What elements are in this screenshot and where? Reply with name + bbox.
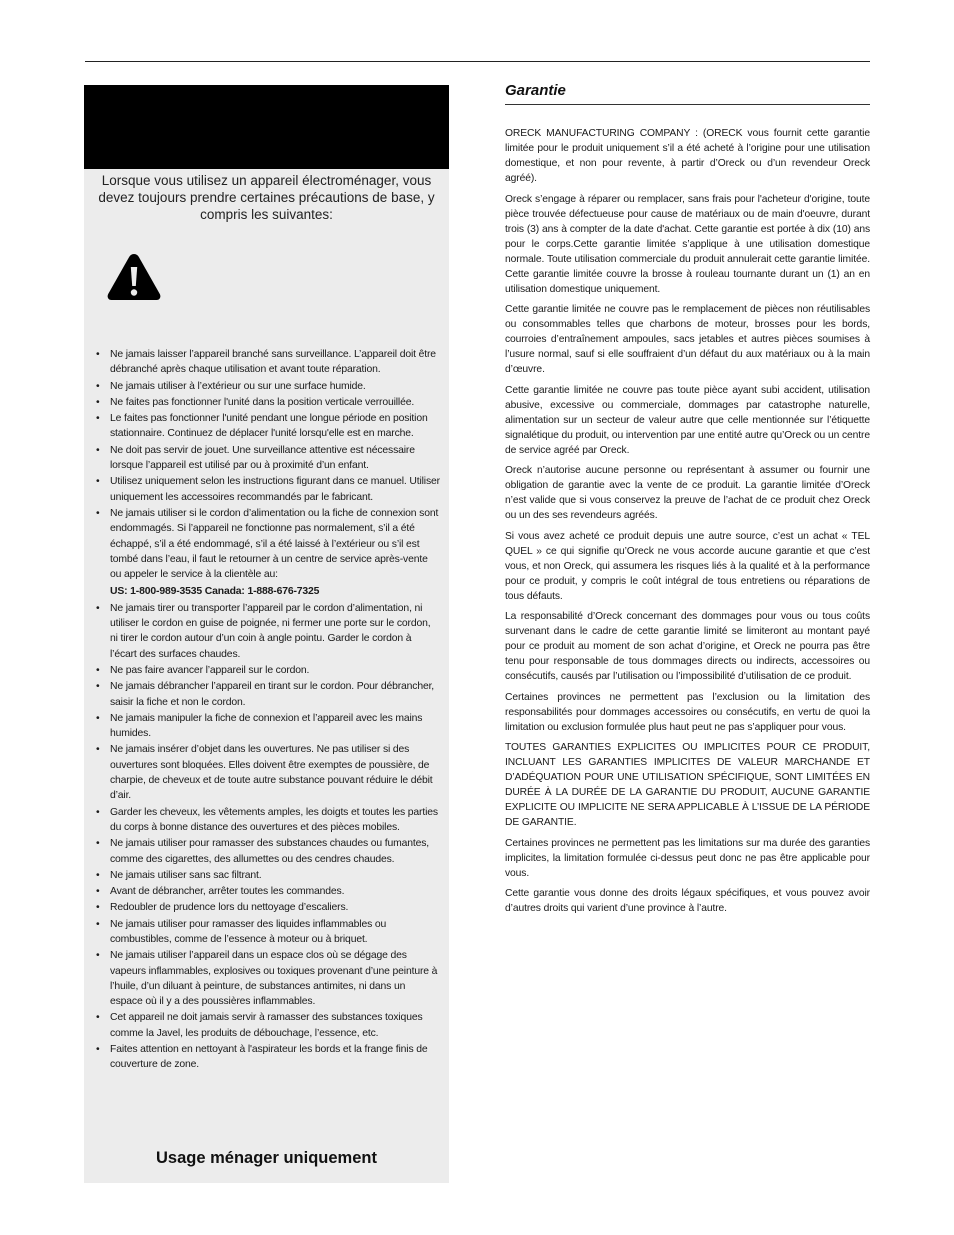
bullet-icon: • [96, 838, 100, 850]
bullet-icon: • [96, 950, 100, 962]
safety-item-text: Ne jamais utiliser si le cordon d’alimentation ou la fiche de connexion sont endommagés. Si l’appareil ne fonctionne pas normalement, s’il a été échappé, s’il a été endommagé, s’il a été laissé à l’extérieur ou s’il est tombé dans l’eau, il faut le retourner à un centre de service après-vente ou appeler le service à la clientèle au: [110, 507, 439, 581]
bullet-icon: • [96, 349, 100, 360]
safety-item-text: Le faites pas fonctionner l'unité pendant une longue période en position stationnaire. Continuez de déplacer l'unité lorsqu'elle est en marche. [110, 413, 428, 440]
warranty-paragraph: Cette garantie limitée ne couvre pas le remplacement de pièces non réutilisables ou consommables telles que charbons de moteur, brosses pour les bords, courroies d’entraînement ampoules, sacs jetables et autres pièces soumises à l’usure normal, sauf si elle souffraient d’un défaut du aux matériaux ou à la main d’œuvre. [505, 304, 870, 375]
bullet-icon: • [96, 918, 100, 930]
safety-item-text: Ne faites pas fonctionner l'unité dans la position verticale verrouillée. [110, 396, 415, 408]
safety-item [94, 742, 440, 803]
safety-item-text: Ne jamais utiliser pour ramasser des liquides inflammables ou combustibles, comme de l’essence à moteur ou à briquet. [110, 918, 387, 945]
bullet-icon: • [96, 507, 100, 519]
safety-item [94, 395, 440, 410]
safety-item [94, 443, 440, 474]
bullet-icon: • [96, 681, 100, 693]
safety-instructions-list [94, 347, 440, 1074]
safety-item-text: Redoubler de prudence lors du nettoyage d’escaliers. [110, 902, 349, 914]
warranty-paragraph: La responsabilité d’Oreck concernant des dommages pour vous ou tous coûts survenant dans le cadre de cette garantie limité se limiteront au montant payé pour ce produit au moment de son achat d’origine, et Oreck ne pourra pas être tenu pour responsable de tous dommages directs ou indirects, accessoires ou consécutifs, causés par l’utilisation ou l’impossibilité d’utilisation de ce produit. [505, 611, 870, 682]
warranty-title-divider [505, 104, 870, 105]
safety-item-text: Ne jamais insérer d’objet dans les ouvertures. Ne pas utiliser si des ouvertures sont bloquées. Elles doivent être exemptes de poussière, de charpie, de cheveux et de toute autre substance pouvant réduire le débit d’air. [110, 744, 433, 802]
bullet-icon: • [96, 444, 100, 456]
safety-item [94, 711, 440, 742]
bullet-icon: • [96, 1012, 100, 1024]
safety-item [94, 948, 440, 1009]
bullet-icon: • [96, 869, 100, 881]
safety-item [94, 411, 440, 442]
bullet-icon: • [96, 380, 100, 392]
bullet-icon: • [96, 806, 100, 818]
safety-item [94, 474, 440, 505]
safety-item-text: Cet appareil ne doit jamais servir à ramasser des substances toxiques comme la Javel, les produits de débouchage, l’essence, etc. [110, 1012, 423, 1039]
warranty-paragraph: Cette garantie vous donne des droits légaux spécifiques, et vous pouvez avoir d’autres droits qui varient d’une province à l’autre. [505, 888, 870, 914]
safety-item-text: Ne jamais utiliser à l’extérieur ou sur une surface humide. [110, 380, 366, 392]
safety-item-text: Garder les cheveux, les vêtements amples, les doigts et toutes les parties du corps à bonne distance des ouvertures et des pièces mobiles. [110, 806, 438, 833]
safety-item [94, 1010, 440, 1041]
warning-triangle-icon [106, 252, 162, 302]
safety-item-text: Ne jamais laisser l’appareil branché sans surveillance. L’appareil doit être débranché après chaque utilisation et avant toute réparation. [110, 349, 436, 376]
safety-item-text: Ne jamais utiliser pour ramasser des substances chaudes ou fumantes, comme des cigarettes, des allumettes ou des cendres chaudes. [110, 838, 429, 865]
safety-item-text: Utilisez uniquement selon les instructions figurant dans ce manuel. Utiliser uniquement les accessoires recommandés par le fabricant. [110, 476, 440, 503]
safety-item-text: Ne jamais utiliser sans sac filtrant. [110, 869, 262, 881]
safety-item [94, 805, 440, 836]
bullet-icon: • [96, 602, 100, 614]
safety-item-text: Ne jamais tirer ou transporter l’appareil par le cordon d’alimentation, ni utiliser le cordon en guise de poignée, ni fermer une porte sur le cordon, ni tirer le cordon autour d’un coin à angle pointu. Garder le cordon à l’écart des surfaces chaudes. [110, 602, 431, 660]
warranty-title: Garantie [505, 82, 566, 99]
safety-item-text: Ne jamais utiliser l’appareil dans un espace clos où se dégage des vapeurs inflammables, explosives ou toxiques provenant d’une peinture à l’huile, d’un diluant à peinture, de substances antimites, ni dans un espace où il y a des poussières inflammables. [110, 950, 438, 1008]
safety-item [94, 1042, 440, 1073]
bullet-icon: • [96, 413, 100, 425]
bullet-icon: • [96, 886, 100, 898]
customer-service-phone: US: 1-800-989-3535 Canada: 1-888-676-7325 [110, 586, 320, 598]
safety-item [94, 917, 440, 948]
household-use-label: Usage ménager uniquement [156, 1149, 377, 1167]
safety-panel [84, 85, 449, 1183]
safety-item [94, 900, 440, 915]
safety-item-text: Avant de débrancher, arrêter toutes les commandes. [110, 886, 345, 898]
bullet-icon: • [96, 902, 100, 914]
warranty-paragraph: Oreck n’autorise aucune personne ou représentant à assumer ou fournir une obligation de garantie avec la vente de ce produit. La garantie limitée d’Oreck n’est valide que si vous conservez la preuve de l’achat de ce produit chez Oreck ou un des ses revendeurs agréés. [505, 465, 870, 521]
bullet-icon: • [96, 476, 100, 488]
top-divider [85, 61, 870, 62]
warranty-paragraph: Si vous avez acheté ce produit depuis une autre source, c’est un achat « TEL QUEL » ce qui signifie qu’Oreck ne vous accorde aucune garantie et que c’est vous, et non Oreck, qui assumera les risques liés à la qualité et à la performance pour ce produit, y compris le coût intégral de tous entretiens ou réparations de tous défauts. [505, 530, 870, 602]
safety-item-text: Ne pas faire avancer l’appareil sur le cordon. [110, 664, 310, 676]
safety-item-text: Ne jamais manipuler la fiche de connexion et l’appareil avec les mains humides. [110, 712, 423, 740]
safety-item [94, 884, 440, 899]
safety-intro: Lorsque vous utilisez un appareil électroménager, vous devez toujours prendre certaines précautions de base, y compris les suivantes: [98, 173, 435, 222]
safety-item-text: Ne doit pas servir de jouet. Une surveillance attentive est nécessaire lorsque l’appareil est utilisé par ou à proximité d’un enfant. [110, 444, 415, 472]
warranty-paragraph: Oreck s’engage à réparer ou remplacer, sans frais pour l'acheteur d'origine, toute pièce trouvée défectueuse pour cause de matériaux ou de main d'oeuvre, durant trois (3) ans à compter de la date d'achat. Cette garantie est portée à dix (10) ans pour le corps.Cette garantie limitée s’applique à une utilisation domestique normale. Toute utilisation commerciale du produit annulerait cette garantie limitée. Cette garantie limitée couvre la brosse à rouleau tournante durant un (1) an en utilisation domestique uniquement. [505, 193, 870, 295]
safety-item [94, 868, 440, 883]
safety-item [94, 347, 440, 378]
bullet-icon: • [96, 1044, 100, 1056]
warranty-body [505, 126, 870, 922]
bullet-icon: • [96, 664, 100, 676]
safety-item [94, 379, 440, 394]
bullet-icon: • [96, 396, 100, 408]
warranty-paragraph: Certaines provinces ne permettent pas l’exclusion ou la limitation des responsabilités pour dommages accessoires ou consécutifs, en vertu de quoi la limitation ou exclusion formulée plus haut peut ne pas s’appliquer pour vous. [505, 691, 870, 733]
bullet-icon: • [96, 712, 100, 724]
warranty-paragraph: TOUTES GARANTIES EXPLICITES OU IMPLICITES POUR CE PRODUIT, INCLUANT LES GARANTIES IMPLICITES DE VALEUR MARCHANDE ET D’ADÉQUATION POUR UNE UTILISATION SPÉCIFIQUE, SONT LIMITÉES EN DURÉE À LA DURÉE DE LA GARANTIE DU PRODUIT, AUCUNE GARANTIE EXPLICITE OU IMPLICITE NE SERA APPLICABLE À L’ISSUE DE LA PÉRIODE DE GARANTIE. [505, 742, 870, 828]
warranty-paragraph: ORECK MANUFACTURING COMPANY : (ORECK vous fournit cette garantie limitée pour le produit uniquement s’il a été acheté à l’origine pour une utilisation domestique, et non pour revente, à partir d’Oreck ou d’un revendeur Oreck agréé). [505, 128, 870, 184]
safety-header-bar [84, 85, 449, 169]
safety-item-text: Ne jamais débrancher l’appareil en tirant sur le cordon. Pour débrancher, saisir la fiche et non le cordon. [110, 681, 435, 708]
safety-item [94, 663, 440, 678]
safety-item [94, 679, 440, 710]
safety-item [94, 836, 440, 867]
warranty-paragraph: Certaines provinces ne permettent pas les limitations sur ma durée des garanties implicites, la limitation formulée ci-dessus peut donc ne pas être applicable pour vous. [505, 837, 870, 879]
safety-item [94, 506, 440, 600]
safety-item [94, 601, 440, 662]
warranty-paragraph: Cette garantie limitée ne couvre pas toute pièce ayant subi accident, utilisation abusive, excessive ou commerciale, dommages par catastrophe naturelle, alimentation sur un secteur de valeur autre que celle mentionnée sur l’étiquette signalétique du produit, ou intervention par une entité autre qu’Oreck ou un centre de service agréé par Oreck. [505, 384, 870, 456]
safety-item-text: Faites attention en nettoyant à l'aspirateur les bords et la frange finis de couverture de zone. [110, 1044, 428, 1071]
bullet-icon: • [96, 744, 100, 756]
